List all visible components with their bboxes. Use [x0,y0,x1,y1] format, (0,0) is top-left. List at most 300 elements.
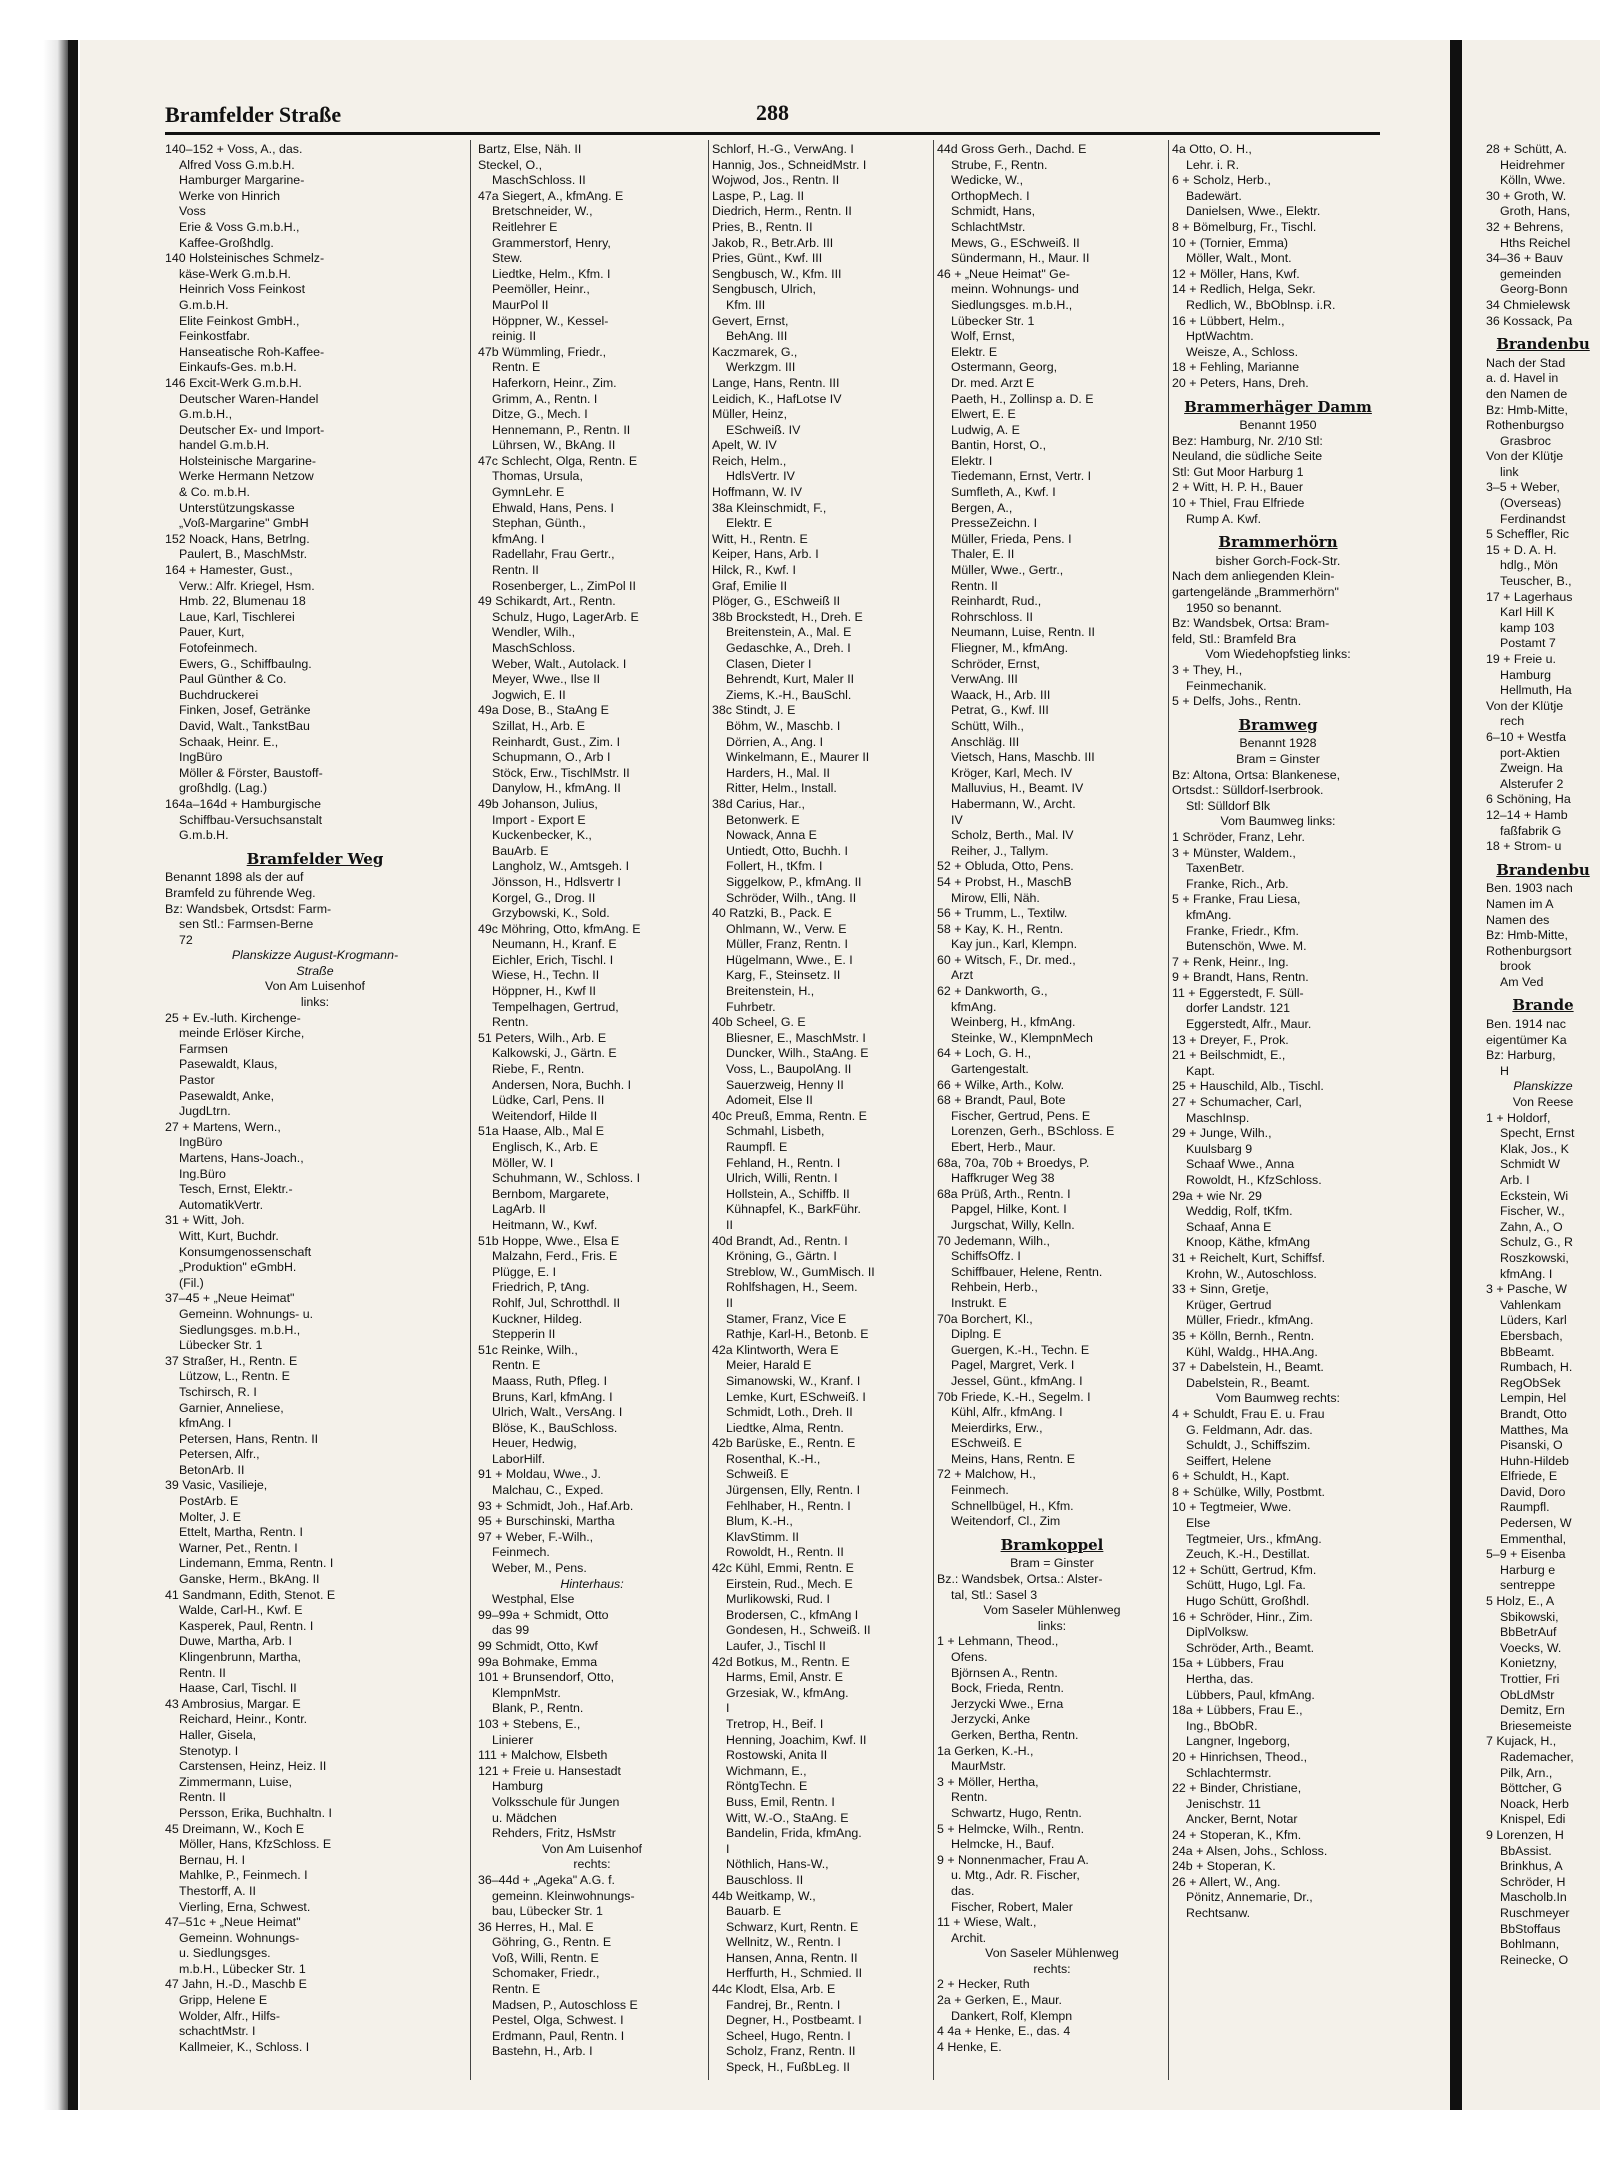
entry-line: 49c Möhring, Otto, kfmAng. E [478,921,641,936]
entry-line: Liedtke, Alma, Rentn. [726,1420,844,1435]
entry-line: Herffurth, H., Schmied. II [726,1966,863,1981]
entry-line: Eckstein, Wi [1500,1188,1569,1203]
entry-line: Malluvius, H., Beamt. IV [951,781,1084,796]
entry-line: 21 + Beilschmidt, E., [1172,1048,1286,1063]
entry-line: Weisze, A., Schloss. [1186,344,1299,359]
entry-line: Liedtke, Helm., Kfm. I [492,266,611,281]
entry-line: Lübbers, Paul, kfmAng. [1186,1687,1315,1702]
entry-line: u. Mtg., Adr. R. Fischer, [951,1868,1080,1883]
entry-line: u. Mädchen [492,1810,557,1825]
entry-line: Rentn. E [492,1982,541,1997]
entry-line: Postamt 7 [1500,636,1556,651]
entry-line: 68a Prüß, Arth., Rentn. I [937,1186,1071,1201]
entry-line: Riebe, F., Rentn. [492,1062,585,1077]
entry-line: 2a + Gerken, E., Maur. [937,1993,1063,2008]
entry-line: Thaler, E. II [951,547,1015,562]
entry-line: Fischer, Robert, Maler [951,1899,1073,1914]
entry-line: Benannt 1898 als der auf [165,870,304,885]
entry-line: Holsteinische Margarine- [179,453,317,468]
entry-line: 5 Scheffler, Ric [1486,527,1570,542]
entry-line: Keiper, Hans, Arb. I [712,547,819,562]
entry-line: gemeinn. Kleinwohnungs- [492,1888,635,1903]
entry-line: Mascholb.In [1500,1890,1567,1905]
entry-line: Haller, Gisela, [179,1727,257,1742]
entry-line: Weitendorf, Cl., Zim [951,1514,1061,1529]
entry-line: 56 + Trumm, L., Textilw. [937,906,1068,921]
entry-line: Bz: Wandsbek, Ortsa: Bram- [1172,616,1330,631]
entry-line: 8 + Schülke, Willy, Postbmt. [1172,1484,1325,1499]
entry-line: Clasen, Dieter I [726,656,812,671]
entry-line: 4 Henke, E. [937,2039,1002,2054]
section-note: links: [300,995,330,1010]
entry-line: Betonwerk. E [726,812,800,827]
section-note: Benannt 1928 [1239,736,1317,751]
entry-line: Heitmann, W., Kwf. [492,1217,598,1232]
entry-line: Bohlmann, [1500,1937,1560,1952]
entry-line: feld, Stl.: Bramfeld Bra [1172,631,1296,646]
entry-line: 15 + D. A. H. [1486,542,1557,557]
entry-line: Arzt [951,968,974,983]
entry-line: IngBüro [179,750,223,765]
directory-column-2 [478,142,706,2060]
entry-line: Rosenthal, K.-H., [726,1451,821,1466]
entry-line: MaschSchloss. II [492,173,586,188]
entry-line: Raumpfl. E [726,1140,788,1154]
entry-line: Import - Export E [492,812,586,827]
entry-line: & Co. m.b.H. [179,485,250,500]
entry-line: Kuulsbarg 9 [1186,1141,1253,1156]
entry-line: Schröder, Arth., Beamt. [1186,1640,1315,1655]
entry-line: Kröger, Karl, Mech. IV [951,765,1073,780]
entry-line: 111 + Malchow, Elsbeth [478,1748,608,1763]
column-rule [470,140,471,2080]
entry-line: Persson, Erika, Buchhaltn. I [179,1805,332,1820]
entry-line: 42b Barüske, E., Rentn. E [712,1436,856,1451]
entry-line: Namen im A [1486,896,1554,911]
entry-line: Ing., BbObR. [1186,1718,1258,1733]
entry-line: Gemeinn. Wohnungs- u. [179,1306,314,1321]
entry-line: Dankert, Rolf, Klempn [951,2008,1073,2023]
entry-line: 51b Hoppe, Wwe., Elsa E [478,1233,620,1248]
entry-line: Georg-Bonn [1500,282,1568,297]
entry-line: Grzybowski, K., Sold. [492,906,610,921]
entry-line: Pagel, Margret, Verk. I [951,1358,1075,1373]
entry-line: Pestel, Olga, Schwest. I [492,2013,624,2028]
entry-line: Erdmann, Paul, Rentn. I [492,2028,625,2043]
entry-line: Müller, Heinz, [712,407,788,422]
entry-line: (Overseas) [1500,496,1562,511]
entry-line: Möller, Walt., Mont. [1186,251,1292,266]
entry-line: Schmidt, Loth., Dreh. II [726,1405,853,1420]
entry-line: Nach der Stad [1486,355,1566,370]
entry-line: Butenschön, Wwe. M. [1186,939,1307,954]
entry-line: Am Ved [1500,974,1544,989]
entry-line: 29a + wie Nr. 29 [1172,1188,1262,1203]
entry-line: 32 + Behrens, [1486,219,1564,234]
entry-line: Voß, Willi, Rentn. E [492,1950,599,1965]
entry-line: das. [951,1883,975,1898]
entry-line: Tegtmeier, Urs., kfmAng. [1186,1531,1322,1546]
entry-line: Knispel, Edi [1500,1812,1566,1827]
entry-line: Kasperek, Paul, Rentn. I [179,1618,314,1633]
entry-line: Kuckner, Hildeg. [492,1311,583,1326]
entry-line: Diplng. E [951,1327,1002,1342]
entry-line: Petersen, Alfr., [179,1447,260,1462]
entry-line: Wolf, Ernst, [951,329,1015,344]
entry-line: kfmAng. I [492,531,545,546]
entry-line: Vietsch, Hans, Maschb. III [951,750,1095,765]
entry-line: Knoop, Käthe, kfmAng [1186,1235,1310,1250]
entry-line: BbBeamt. [1500,1344,1555,1359]
entry-line: Petrat, G., Kwf. III [951,703,1049,718]
entry-line: Mews, G., ESchweiß. II [951,235,1080,250]
directory-column-6-partial [1486,142,1600,1968]
entry-line: Bantin, Horst, O., [951,438,1047,453]
entry-line: 5 + Helmcke, Wilh., Rentn. [937,1821,1085,1836]
entry-line: BbStoffaus [1500,1921,1561,1936]
entry-line: Gartengestalt. [951,1062,1029,1077]
entry-line: Müller, Franz, Rentn. I [726,937,848,952]
entry-line: 16 + Schröder, Hinr., Zim. [1172,1609,1313,1624]
entry-line: Tschirsch, R. I [179,1384,257,1399]
entry-line: link [1500,464,1519,479]
entry-line: Witt, W.-O., StaAng. E [726,1810,849,1825]
entry-line: BetonArb. II [179,1462,245,1477]
entry-line: GymnLehr. E [492,485,565,500]
entry-line: 12 + Schütt, Gertrud, Kfm. [1172,1562,1317,1577]
directory-column-3 [712,142,934,2076]
entry-line: Ing.Büro [179,1166,226,1181]
entry-line: 2 + Witt, H. P. H., Bauer [1172,480,1303,495]
entry-line: Alfred Voss G.m.b.H. [179,157,295,172]
entry-line: Pasewaldt, Anke, [179,1088,275,1103]
entry-line: Feinmech. [951,1483,1009,1498]
entry-line: 49b Johanson, Julius, [478,796,598,811]
entry-line: 3 + They, H., [1172,663,1243,677]
entry-line: Lützow, L., Rentn. E [179,1369,290,1384]
entry-line: Kaffee-Großhdlg. [179,235,274,250]
entry-line: Bernbom, Margarete, [492,1186,610,1201]
entry-line: HptWachtm. [1186,329,1254,344]
entry-line: PostArb. E [179,1494,239,1509]
entry-line: Jerzycki Wwe., Erna [951,1696,1064,1711]
entry-line: Jönsson, H., Hdlsvertr I [492,874,621,889]
entry-line: Breitenstein, A., Mal. E [726,625,852,640]
column-rule [708,140,709,2080]
entry-line: Kapt. [1186,1063,1215,1078]
entry-line: Hugo Schütt, Großhdl. [1186,1594,1310,1609]
entry-line: Rentn. II [179,1790,226,1805]
entry-line: Einkaufs-Ges. m.b.H. [179,360,297,375]
entry-line: IV [951,812,963,827]
entry-line: Hamburger Margarine- [179,173,305,188]
entry-line: Ulrich, Walt., VersAng. I [492,1405,623,1420]
entry-line: Molter, J. E [179,1509,241,1524]
entry-line: 40d Brandt, Ad., Rentn. I [712,1233,848,1248]
entry-line: Gondesen, H., Schweiß. II [726,1623,871,1638]
entry-line: Voecks, W. [1500,1640,1562,1655]
entry-line: Werke Hermann Netzow [179,469,314,484]
entry-line: 7 + Renk, Heinr., Ing. [1172,954,1289,969]
entry-line: Pisanski, O [1500,1438,1563,1453]
entry-line: Rohlfshagen, H., Seem. [726,1280,858,1295]
entry-line: Ettelt, Martha, Rentn. I [179,1525,303,1540]
entry-line: Weber, Walt., Autolack. I [492,656,627,671]
entry-line: eigentümer Ka [1486,1032,1567,1047]
entry-line: 18a + Lübbers, Frau E., [1172,1703,1303,1718]
entry-line: Maass, Ruth, Pfleg. I [492,1373,608,1388]
entry-line: Scholz, Franz, Rentn. II [726,2044,856,2059]
entry-line: Böhm, W., Maschb. I [726,718,841,733]
entry-line: Plügge, E. I [492,1264,557,1279]
entry-line: Ebert, Herb., Maur. [951,1140,1056,1154]
entry-line: Hügelmann, Wwe., E. I [726,952,853,967]
entry-line: Reichard, Heinr., Kontr. [179,1712,308,1727]
entry-line: Siedlungsges. m.b.H., [951,297,1073,312]
entry-line: Wichmann, E., [726,1763,807,1778]
entry-line: BauArb. E [492,843,549,858]
entry-line: 47a Siegert, A., kfmAng. E [478,188,624,203]
entry-line: Carstensen, Heinz, Heiz. II [179,1759,327,1774]
entry-line: Pastor [179,1073,215,1088]
entry-line: Hamburg [492,1779,543,1794]
entry-line: Gevert, Ernst, [712,313,789,328]
entry-line: tal, Stl.: Sasel 3 [951,1587,1038,1602]
entry-line: faßfabrik G [1500,823,1562,838]
entry-line: Thomas, Ursula, [492,469,583,484]
entry-line: Bernau, H. I [179,1852,246,1867]
entry-line: MaschSchloss. [492,641,576,655]
entry-line: Möller, W. I [492,1155,554,1170]
entry-line: 3 + Pasche, W [1486,1282,1567,1297]
entry-line: 70a Borchert, Kl., [937,1311,1033,1326]
entry-line: 25 + Ev.-luth. Kirchenge- [165,1010,301,1025]
entry-line: Franke, Friedr., Kfm. [1186,923,1299,938]
entry-line: 6 + Scholz, Herb., [1172,173,1271,188]
entry-line: 152 Noack, Hans, Betrlng. [165,531,310,546]
entry-line: Schomaker, Friedr., [492,1966,600,1981]
entry-line: 5 + Delfs, Johs., Rentn. [1172,694,1302,709]
entry-line: Rathje, Karl-H., Betonb. E [726,1327,869,1342]
entry-line: ESchweiß. E [951,1436,1022,1451]
entry-line: Hansen, Anna, Rentn. II [726,1950,858,1965]
entry-line: Schuldt, J., Schiffszim. [1186,1438,1311,1453]
entry-line: 38d Carius, Har., [712,796,805,811]
entry-line: 38a Kleinschmidt, F., [712,500,827,515]
entry-line: 140 Holsteinisches Schmelz- [165,251,325,266]
entry-line: Kalkowski, J., Gärtn. E [492,1046,617,1061]
entry-line: Streblow, W., GumMisch. II [726,1264,875,1279]
entry-line: Bz: Hmb-Mitte, [1486,402,1568,417]
section-note: Benannt 1950 [1239,418,1317,433]
entry-line: Kallmeier, K., Schloss. I [179,2039,310,2054]
entry-line: Rowoldt, H., KfzSchloss. [1186,1173,1322,1187]
section-note: Von Am Luisenhof [265,979,365,994]
entry-line: Rosenberger, L., ZimPol II [492,578,636,593]
street-heading: Bramweg [1238,717,1318,734]
plan-note: Planskizze [1513,1079,1573,1094]
entry-line: LagArb. II [492,1202,546,1217]
bottom-margin [0,2110,1600,2177]
entry-line: Lüdke, Carl, Pens. II [492,1093,605,1108]
entry-line: 101 + Brunsendorf, Otto, [478,1670,615,1685]
entry-line: 34 Chmielewsk [1486,297,1571,312]
entry-line: IngBüro [179,1135,223,1150]
entry-line: Voss [179,204,206,219]
entry-line: Zahn, A., O [1500,1219,1563,1234]
entry-line: Zimmermann, Luise, [179,1774,292,1789]
plan-note: Hinterhaus: [560,1576,624,1591]
entry-line: Scholz, Berth., Mal. IV [951,828,1074,843]
entry-line: Alsterufer 2 [1500,776,1564,791]
entry-line: 9 + Nonnenmacher, Frau A. [937,1852,1089,1867]
entry-line: port-Aktien [1500,745,1560,760]
entry-line: 27 + Schumacher, Carl, [1172,1095,1302,1110]
entry-line: Rumbach, H. [1500,1360,1573,1375]
entry-line: G.m.b.H. [179,297,229,312]
entry-line: Langholz, W., Amtsgeh. I [492,859,630,874]
entry-line: Schmahl, Lisbeth, [726,1124,825,1139]
entry-line: Stephan, Günth., [492,516,586,531]
entry-line: 62 + Dankworth, G., [937,984,1048,999]
entry-line: 72 [179,932,193,947]
entry-line: Kröning, G., Gärtn. I [726,1249,837,1264]
entry-line: Degner, H., Postbeamt. I [726,2013,862,2028]
entry-line: Heinrich Voss Feinkost [179,282,306,297]
entry-line: BbAssist. [1500,1843,1552,1858]
section-note: links: [1037,1618,1067,1633]
entry-line: Zeuch, K.-H., Destillat. [1186,1547,1310,1562]
entry-line: Murlikowski, Rud. I [726,1592,830,1607]
entry-line: (Fil.) [179,1275,204,1290]
entry-line: Meierdirks, Erw., [951,1420,1043,1435]
entry-line: Schütt, Hugo, Lgl. Fa. [1186,1578,1306,1593]
entry-line: Jogwich, E. II [492,687,566,702]
entry-line: 60 + Witsch, F., Dr. med., [937,952,1076,967]
entry-line: kfmAng. I [1500,1266,1553,1281]
section-note: rechts: [1033,1961,1071,1976]
entry-line: 70 Jedemann, Wilh., [937,1233,1050,1248]
entry-line: Schröder, H [1500,1874,1566,1889]
entry-line: 12 + Möller, Hans, Kwf. [1172,266,1300,281]
entry-line: Instrukt. E [951,1295,1007,1310]
entry-line: Reich, Helm., [712,453,787,468]
entry-line: Speck, H., FußbLeg. II [726,2060,850,2075]
entry-line: Bock, Frieda, Rentn. [951,1681,1064,1696]
entry-line: Rehders, Fritz, HsMstr [492,1826,616,1841]
street-heading: Brammerhörn [1218,535,1338,551]
entry-line: Hanseatische Roh-Kaffee- [179,344,325,359]
entry-line: Fischer, Gertrud, Pens. E [951,1108,1091,1123]
page-number: 288 [756,100,789,125]
entry-line: Krüger, Gertrud [1186,1297,1272,1312]
entry-line: Mahlke, P., Feinmech. I [179,1868,308,1883]
street-heading: Bramkoppel [1000,1537,1104,1554]
entry-line: Else [1186,1516,1211,1531]
entry-line: Weitendorf, Hilde II [492,1108,598,1123]
entry-line: ObLdMstr [1500,1687,1555,1702]
entry-line: Hertha, das. [1186,1672,1254,1686]
entry-line: Laue, Karl, Tischlerei [179,609,295,624]
entry-line: Bliesner, E., MaschMstr. I [726,1030,866,1045]
entry-line: das 99 [492,1623,530,1638]
section-note: Vom Saseler Mühlenweg [983,1603,1121,1618]
entry-line: Fuhrbetr. [726,999,776,1014]
entry-line: „Produktion" eGmbH. [179,1260,297,1275]
entry-line: Bz: Harburg, [1486,1048,1556,1063]
entry-line: Schaaf, Anna E [1186,1219,1272,1234]
entry-line: Dr. med. Arzt E [951,375,1035,390]
entry-line: Eggerstedt, Alfr., Maur. [1186,1017,1312,1032]
entry-line: 66 + Wilke, Arth., Kolw. [937,1077,1065,1092]
book-gutter [1450,40,1462,2120]
entry-line: OrthopMech. I [951,188,1030,203]
entry-line: Jakob, R., Betr.Arb. III [712,235,834,250]
entry-line: 42a Klintworth, Wera E [712,1342,839,1357]
entry-line: 4a Otto, O. H., [1172,142,1252,156]
entry-line: 36 Kossack, Pa [1486,313,1573,328]
entry-line: Badewärt. [1186,188,1242,203]
entry-line: Malzahn, Ferd., Fris. E [492,1249,618,1264]
entry-line: Vahlenkam [1500,1297,1562,1312]
street-heading: Brammerhäger Damm [1184,399,1372,416]
entry-line: Tempelhagen, Gertrud, [492,999,619,1014]
entry-line: 6–10 + Westfa [1486,729,1567,744]
entry-line: kfmAng. [951,999,997,1014]
entry-line: Gerken, Bertha, Rentn. [951,1727,1079,1742]
entry-line: TaxenBetr. [1186,861,1245,876]
entry-line: 68 + Brandt, Paul, Bote [937,1093,1066,1108]
entry-line: PresseZeichn. I [951,516,1038,531]
section-note: Bram = Ginster [1010,1556,1094,1571]
entry-line: 34–36 + Bauv [1486,251,1563,266]
entry-line: Untiedt, Otto, Buchh. I [726,843,848,858]
entry-line: Feinmech. [492,1545,550,1560]
entry-line: Reitlehrer E [492,219,558,234]
entry-line: 54 + Probst, H., MaschB [937,874,1072,889]
entry-line: 49a Dose, B., StaAng E [478,703,609,718]
entry-line: 19 + Freie u. [1486,652,1556,666]
entry-line: Schiffbauer, Helene, Rentn. [951,1264,1103,1279]
directory-column-1 [165,142,465,2055]
entry-line: Steinke, W., KlempnMech [951,1030,1093,1045]
entry-line: Schmidt W [1500,1157,1560,1172]
entry-line: sen Stl.: Farmsen-Berne [179,917,314,932]
entry-line: Bz: Wandsbek, Ortsdst: Farm- [165,901,332,916]
entry-line: Schulz, G., R [1500,1235,1573,1250]
entry-line: handel G.m.b.H. [179,438,270,453]
entry-line: Namen des [1486,912,1550,927]
entry-line: Diedrich, Herm., Rentn. II [712,204,852,219]
entry-line: 8 + Bömelburg, Fr., Tischl. [1172,219,1317,234]
entry-line: Elite Feinkost GmbH., [179,313,300,328]
entry-line: 49 Schikardt, Art., Rentn. [478,594,616,609]
entry-line: m.b.H., Lübecker Str. 1 [179,1961,306,1976]
street-heading: Brandenbu [1496,337,1590,353]
entry-line: Schulz, Hugo, LagerArb. E [492,609,639,624]
entry-line: schachtMstr. I [179,2024,256,2039]
entry-line: Ditze, G., Mech. I [492,407,588,422]
entry-line: 35 + Kölln, Bernh., Rentn. [1172,1328,1315,1343]
entry-line: Bramfeld zu führende Weg. [165,885,316,900]
entry-line: Sündermann, H., Maur. II [951,251,1090,266]
entry-line: Vierling, Erna, Schwest. [179,1899,311,1914]
entry-line: 3 + Möller, Hertha, [937,1774,1039,1789]
entry-line: 47b Wümmling, Friedr., [478,344,607,359]
entry-line: Hths Reichel [1500,235,1571,250]
entry-line: 36 Herres, H., Mal. E [478,1919,594,1934]
entry-line: Krohn, W., Autoschloss. [1186,1266,1317,1281]
